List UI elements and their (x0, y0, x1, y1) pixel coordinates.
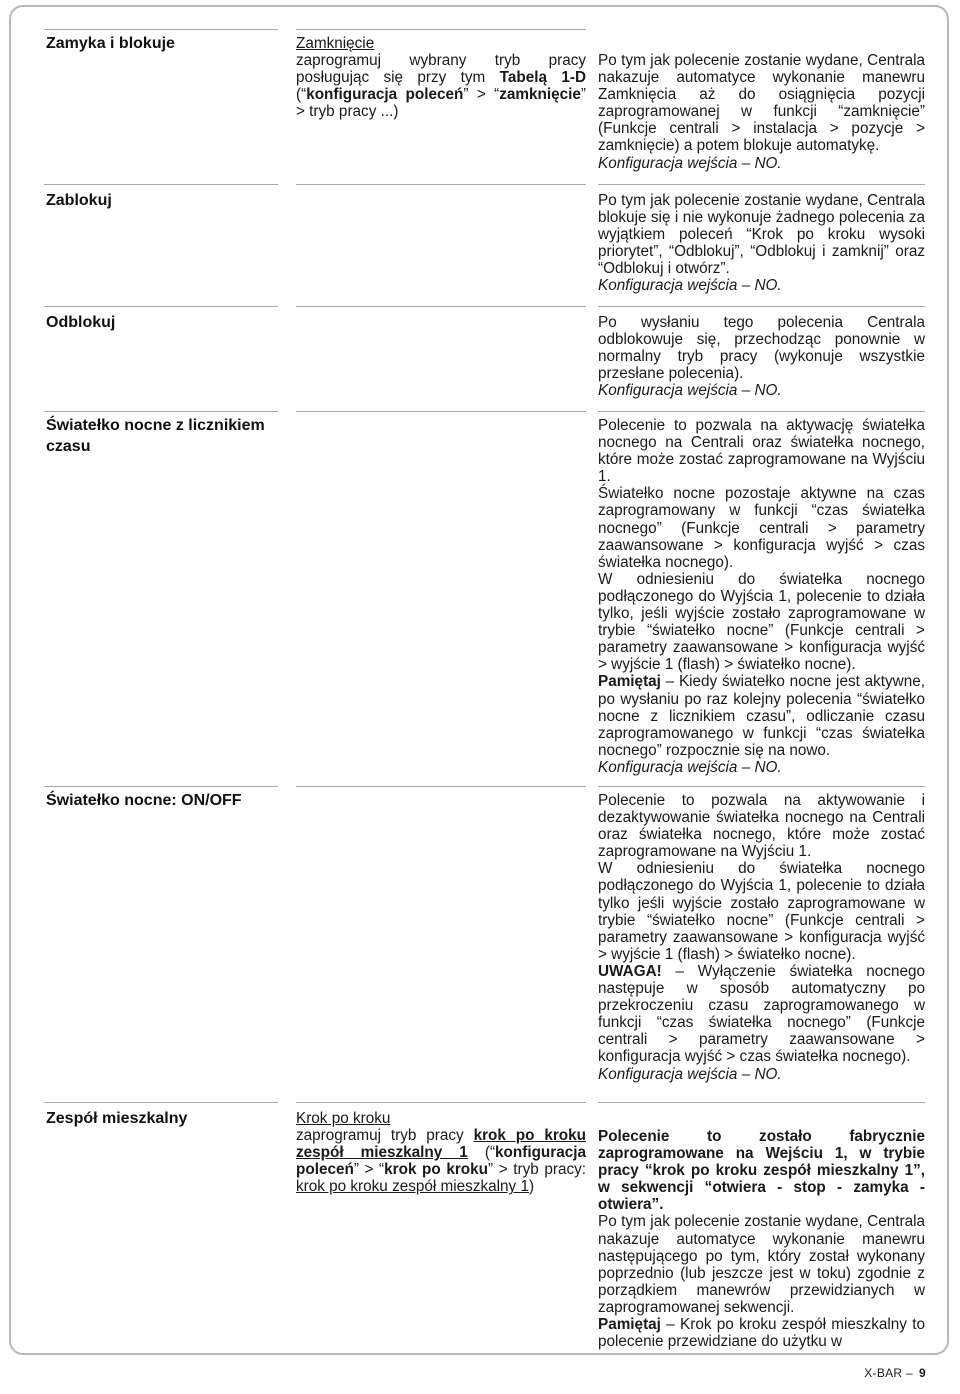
mode-title: Krok po kroku (296, 1110, 391, 1127)
document-name: X-BAR – (864, 1366, 914, 1380)
input-config: Konfiguracja wejścia – NO. (598, 1065, 782, 1083)
divider (44, 184, 278, 185)
command-description: Polecenie to zostało fabrycznie zaprogramowane na Wejściu 1, w trybie pracy “krok po kroku zespół mieszkalny 1”, w sekwencji “otwiera - stop - zamyka - otwiera”. Po tym jak polecenie zostanie wydane, Centrala nakazuje automatyce wykonanie manewru następującego po tym, który został wykonany poprzednio (lub jeszcze jest w toku) zgodnie z porządkiem manewrów przewidzianych w zaprogramowanej sekwencji. Pamiętaj – Krok po kroku zespół mieszkalny to polecenie przewidziane do użytku w (598, 1128, 925, 1351)
command-label: Zamyka i blokuje (46, 35, 175, 52)
input-config: Konfiguracja wejścia – NO. (598, 382, 782, 400)
command-label: Odblokuj (46, 314, 116, 331)
divider (44, 786, 278, 787)
divider (44, 1102, 278, 1103)
command-description: Polecenie to pozwala na aktywowanie i dezaktywowanie światełka nocnego na Centrali oraz światełka nocnego, które może zostać zaprogramowane na Wyjściu 1. W odniesieniu do światełka nocnego podłączonego do Wyjścia 1, polecenie to działa tylko jeśli wyjście zostało zaprogramowane w trybie “światełko nocne” (Funkcje centrali > parametry zaawansowane > konfiguracja wyjść > wyjście 1 (flash) > światełko nocne). UWAGA! – Wyłączenie światełka nocnego następuje w sposób automatyczny po przekroczeniu czasu zaprogramowanego w funkcji “czas światełka nocnego” (Funkcje centrali > parametry zaawansowane > konfiguracja wyjść > czas światełka nocnego). Konfiguracja wejścia – NO. (598, 792, 925, 1083)
divider (598, 1102, 925, 1103)
mode-title: Zamknięcie (296, 35, 375, 52)
command-description: Po tym jak polecenie zostanie wydane, Centrala blokuje się i nie wykonuje żadnego polecenia za wyjątkiem poleceń “Krok po kroku wysoki priorytet”, “Odblokuj”, “Odblokuj i zamknij” oraz “Odblokuj i otwórz”. Konfiguracja wejścia – NO. (598, 192, 925, 295)
input-config: Konfiguracja wejścia – NO. (598, 277, 782, 295)
input-config: Konfiguracja wejścia – NO. (598, 758, 782, 776)
divider (598, 411, 925, 412)
divider (598, 306, 925, 307)
divider (296, 411, 586, 412)
divider (296, 1102, 586, 1103)
command-description: Polecenie to pozwala na aktywację światełka nocnego na Centrali oraz światełka nocnego, które może zostać zaprogramowane na Wyjściu 1. Światełko nocne pozostaje aktywne na czas zaprogramowany w funkcji “czas światełka nocnego” (Funkcje centrali > parametry zaawansowane > konfiguracja wyjść > czas światełka nocnego). W odniesieniu do światełka nocnego podłączonego do Wyjścia 1, polecenie to działa tylko, jeśli wyjście zostało zaprogramowane w trybie “światełko nocne” (Funkcje centrali > parametry zaawansowane > konfiguracja wyjść > wyjście 1 (flash) > światełko nocne). Pamiętaj – Kiedy światełko nocne jest aktywne, po wysłaniu po raz kolejny polecenia “światełko nocne z licznikiem czasu”, odliczanie czasu zaprogramowanego w funkcji “czas światełka nocnego” rozpocznie się na nowo. Konfiguracja wejścia – NO. (598, 417, 925, 776)
input-config: Konfiguracja wejścia – NO. (598, 154, 782, 172)
command-description: Po wysłaniu tego polecenia Centrala odblokowuje się, przechodząc ponownie w normalny tryb pracy (wykonuje wszystkie przesłane polecenia). Konfiguracja wejścia – NO. (598, 314, 925, 400)
command-label: Zespół mieszkalny (46, 1110, 188, 1127)
programming-note: Zamknięcie zaprogramuj wybrany tryb pracy posługując się przy tym Tabelą 1-D (“konfiguracja poleceń” > “zamknięcie” > tryb pracy ...) (296, 35, 587, 121)
command-label: Światełko nocne: ON/OFF (46, 792, 242, 809)
divider (296, 786, 586, 787)
command-description: Po tym jak polecenie zostanie wydane, Centrala nakazuje automatyce wykonanie manewru Zamknięcia aż do osiągnięcia pozycji zaprogramowanej w funkcji “zamknięcie” (Funkcje centrali > instalacja > pozycje > zamknięcie) a potem blokuje automatykę. Konfiguracja wejścia – NO. (598, 52, 925, 172)
divider (44, 29, 278, 30)
divider (44, 306, 278, 307)
divider (598, 786, 925, 787)
divider (296, 306, 586, 307)
page-footer (864, 1366, 926, 1380)
programming-note: Krok po kroku zaprogramuj tryb pracy krok po kroku zespół mieszkalny 1 (“konfiguracja poleceń” > “krok po kroku” > tryb pracy: krok po kroku zespół mieszkalny 1) (296, 1110, 587, 1196)
page-number: 9 (919, 1366, 926, 1380)
divider (296, 184, 586, 185)
divider (44, 411, 278, 412)
command-label: Światełko nocne z licznikiem czasu (46, 417, 265, 455)
command-label: Zablokuj (46, 192, 112, 209)
divider (296, 29, 586, 30)
divider (598, 184, 925, 185)
